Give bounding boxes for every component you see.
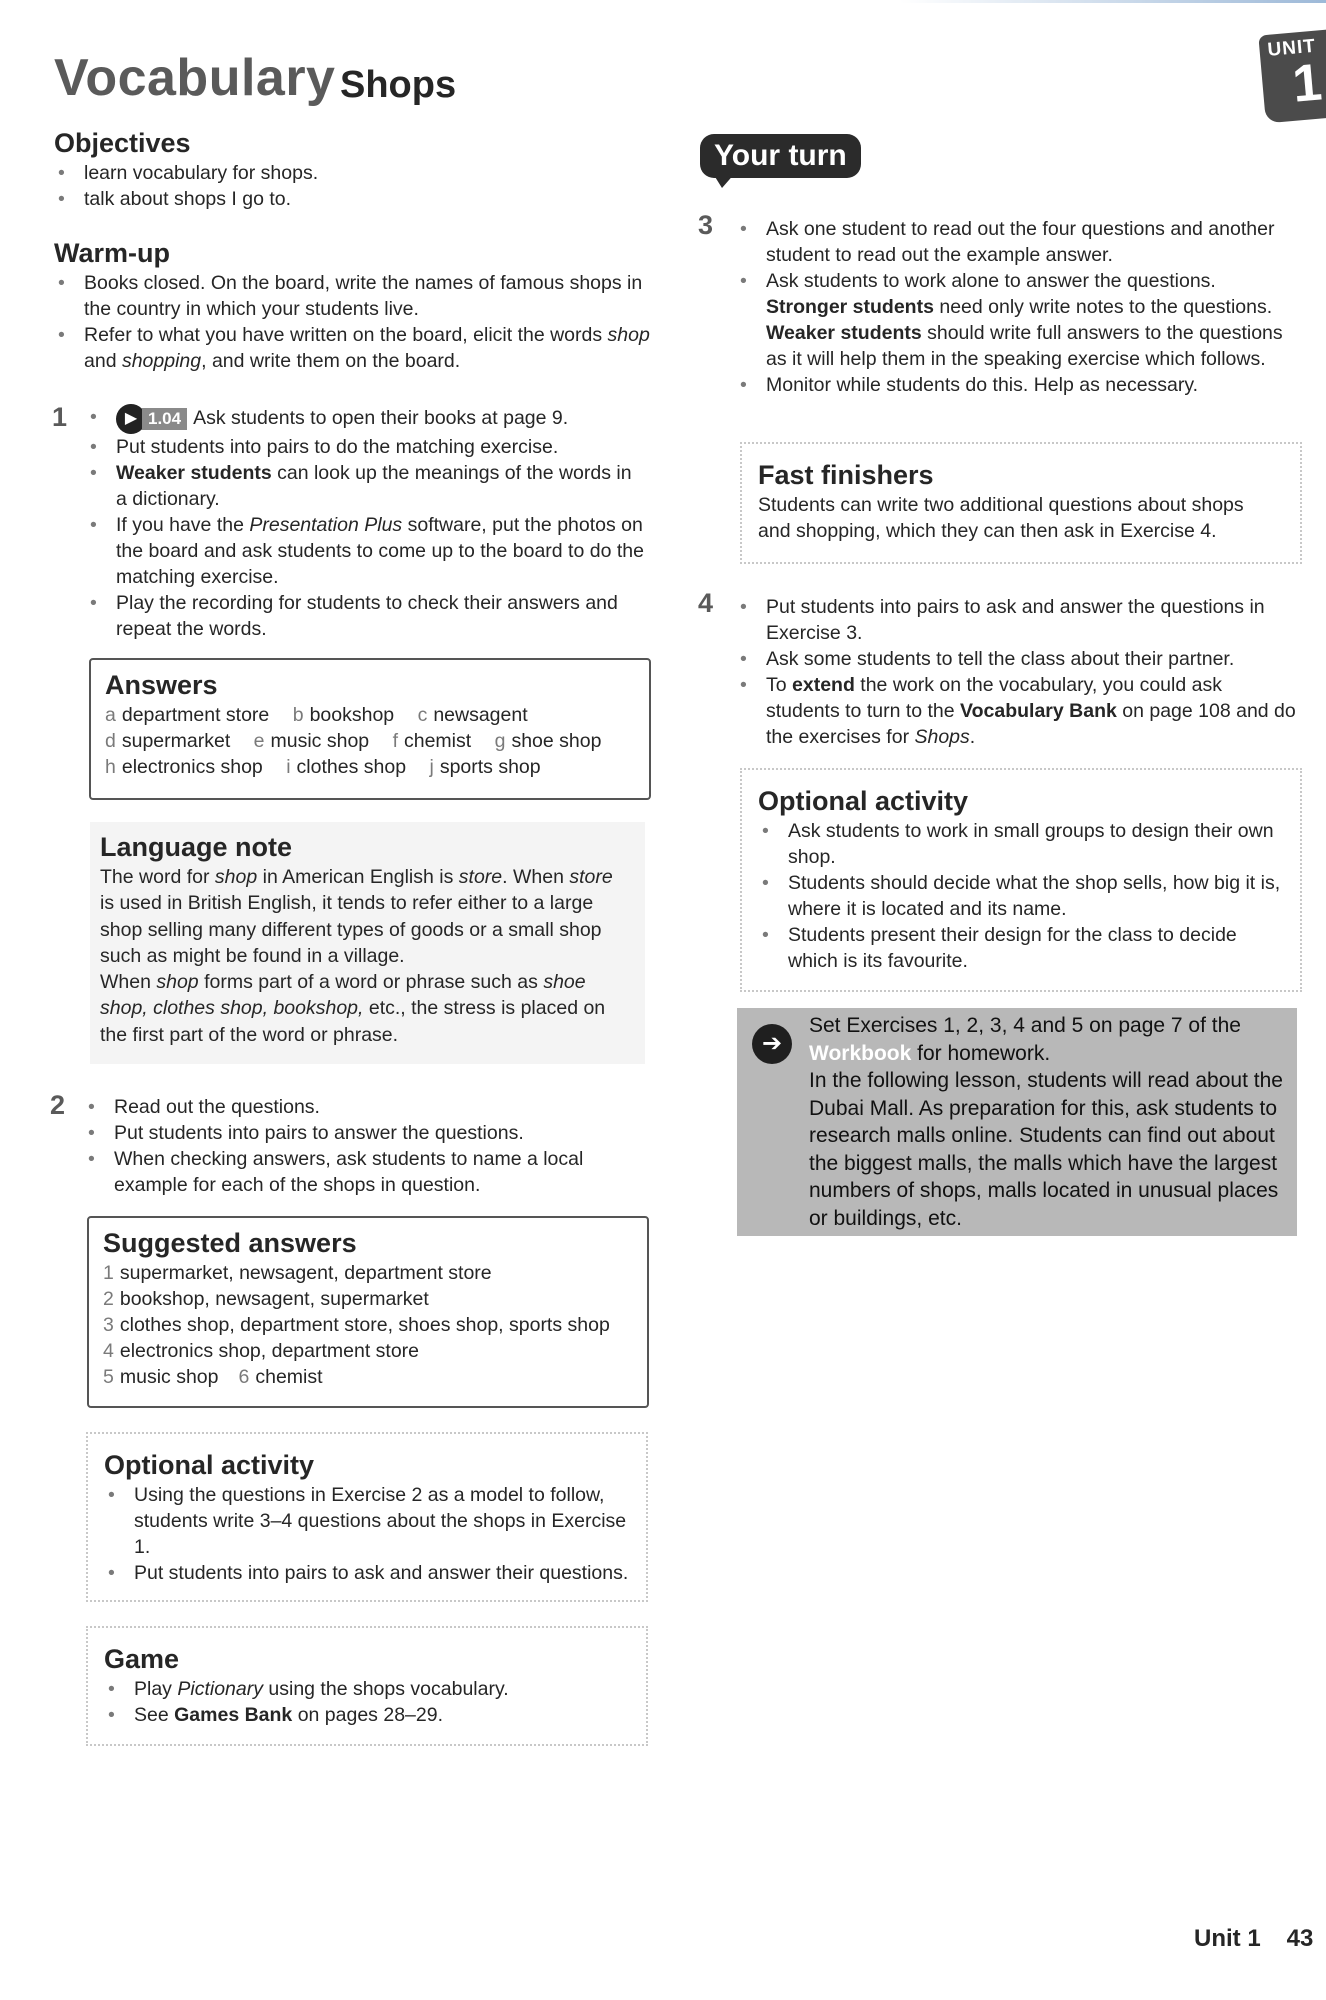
list-item: • Using the questions in Exercise 2 as a model to follow, students write 3–4 questions about the shops in Exercise 1. <box>104 1482 634 1560</box>
list-item: • Put students into pairs to ask and answer the questions in Exercise 3. <box>736 594 1301 646</box>
answer-letter: i <box>286 756 291 778</box>
answer-item <box>495 730 602 752</box>
optional-activity-heading: Optional activity <box>758 786 969 816</box>
suggested-row <box>103 1260 633 1286</box>
speaker-icon: ▶ <box>116 404 146 434</box>
text: If you have the <box>116 514 250 536</box>
list-item <box>86 460 646 512</box>
row-number: 4 <box>103 1340 114 1362</box>
text: , and write them on the board. <box>201 350 461 372</box>
homework-paragraph: In the following lesson, students will read about the Dubai Mall. As preparation for this, ask students to research malls online. Students can find out about the biggest malls, the malls which have the largest numbers of shops, malls located in unusual places or buildings, etc. <box>809 1069 1283 1230</box>
objectives-list <box>54 160 654 212</box>
text-italic: Shops <box>914 726 970 748</box>
list-item <box>54 322 654 374</box>
answers-box <box>89 658 651 800</box>
text-italic: shop <box>156 971 199 994</box>
row-text: clothes shop, department store, shoes shop, sports shop <box>119 1314 610 1336</box>
homework-text <box>809 1012 1289 1232</box>
exercise-2-list <box>84 1094 624 1198</box>
your-turn-banner-tail <box>712 172 736 188</box>
exercise-1-list <box>86 404 646 642</box>
suggested-answers-heading: Suggested answers <box>103 1228 357 1258</box>
answer-letter: b <box>292 704 304 726</box>
game-list <box>104 1676 634 1728</box>
answer-item <box>254 730 369 752</box>
text: can look up the meanings of the words in a dictionary. <box>116 462 632 510</box>
page-subtitle: Shops <box>340 64 457 106</box>
text: is used in British English, it tends to refer either to a large shop selling many different types of goods or a small shop such as might be found in a village. <box>100 892 602 967</box>
suggested-answers-box <box>87 1216 649 1408</box>
answer-letter: d <box>105 730 116 752</box>
exercise-1-section <box>86 404 646 642</box>
unit-badge-number: 1 <box>1290 53 1325 114</box>
text: . <box>969 726 976 748</box>
suggested-row <box>103 1312 633 1338</box>
warmup-heading: Warm-up <box>54 238 170 268</box>
answer-letter: c <box>417 704 428 726</box>
list-item: • When checking answers, ask students to name a local example for each of the shops in question. <box>84 1146 624 1198</box>
page-title: Vocabulary <box>54 49 336 107</box>
game-content <box>104 1642 634 1728</box>
text: The word for <box>100 866 215 888</box>
answer-item <box>429 756 540 778</box>
homework-line <box>809 1012 1289 1067</box>
answer-item <box>393 730 472 752</box>
row-text: music shop <box>119 1366 219 1388</box>
exercise-2-section <box>84 1094 624 1198</box>
language-note-heading: Language note <box>100 832 293 862</box>
list-item: • learn vocabulary for shops. <box>54 160 654 186</box>
text-italic: store <box>458 866 503 888</box>
list-item: • Read out the questions. <box>84 1094 624 1120</box>
exercise-4-list <box>736 594 1301 750</box>
text: using the shops vocabulary. <box>262 1678 509 1700</box>
objectives-heading: Objectives <box>54 128 191 158</box>
text-bold: Weaker students <box>766 322 922 344</box>
fast-finishers-box <box>740 442 1302 564</box>
list-item: • Ask one student to read out the four questions and another student to read out the example answer. <box>736 216 1301 268</box>
list-item: • Put students into pairs to ask and answer their questions. <box>104 1560 634 1586</box>
list-item: • Books closed. On the board, write the names of famous shops in the country in which your students live. <box>54 270 654 322</box>
answer-letter: g <box>494 730 506 752</box>
text-bold: Vocabulary Bank <box>960 700 1117 722</box>
text-italic: shop <box>607 324 650 346</box>
answer-letter: h <box>105 756 116 778</box>
text-bold: Weaker students <box>116 462 272 484</box>
answer-item <box>418 704 528 726</box>
suggested-row <box>103 1338 633 1364</box>
answer-text: clothes shop <box>296 756 407 778</box>
language-note-paragraph <box>100 864 630 969</box>
text: See <box>134 1704 175 1726</box>
page-number: 43 <box>1286 1925 1314 1952</box>
row-number: 3 <box>103 1314 114 1336</box>
suggested-answers-content <box>103 1226 633 1390</box>
text-italic: Pictionary <box>177 1678 263 1700</box>
audio-track[interactable] <box>116 404 187 434</box>
answer-text: music shop <box>270 730 370 752</box>
list-item: • Students present their design for the class to decide which is its favourite. <box>758 922 1288 974</box>
text: for homework. <box>911 1041 1051 1065</box>
objectives-section <box>54 126 654 212</box>
text-italic: shop <box>214 866 258 888</box>
unit-badge-label: UNIT <box>1266 35 1317 61</box>
text: Ask students to work alone to answer the questions. <box>766 270 1216 292</box>
list-item <box>736 268 1301 372</box>
answer-item <box>105 704 269 726</box>
answers-heading: Answers <box>105 670 218 700</box>
game-heading: Game <box>104 1644 180 1674</box>
answer-letter: j <box>429 756 434 778</box>
row-text: supermarket, newsagent, department store <box>119 1262 492 1284</box>
optional-activity-right-box <box>740 768 1302 992</box>
unit-badge <box>1258 29 1326 124</box>
answer-text: supermarket <box>121 730 231 752</box>
text: etc., the stress is placed on the first part of the word or phrase. <box>100 997 606 1046</box>
row-number: 6 <box>238 1366 250 1388</box>
text: need only write notes to the questions. <box>933 296 1273 318</box>
suggested-row <box>103 1364 633 1390</box>
list-item: • Ask students to work in small groups to design their own shop. <box>758 818 1288 870</box>
answer-text: newsagent <box>433 704 528 726</box>
exercise-3-number: 3 <box>698 210 714 240</box>
language-note-section <box>100 830 630 1048</box>
list-item: • Put students into pairs to answer the questions. <box>84 1120 624 1146</box>
list-item <box>86 512 646 590</box>
text-bold: extend <box>792 674 855 696</box>
answer-item <box>286 756 406 778</box>
list-item: • Students should decide what the shop sells, how big it is, where it is located and its name. <box>758 870 1288 922</box>
text: Set Exercises 1, 2, 3, 4 and 5 on page 7 of the <box>809 1014 1241 1037</box>
list-item <box>86 404 646 434</box>
footer-unit: Unit 1 <box>1194 1925 1261 1952</box>
game-box <box>86 1626 648 1746</box>
list-item: • Monitor while students do this. Help as necessary. <box>736 372 1301 398</box>
text: the work on the vocabulary, you could ask students to turn to the <box>766 674 1222 722</box>
exercise-2-number: 2 <box>50 1090 66 1120</box>
answer-text: shoe shop <box>511 730 602 752</box>
row-text: bookshop, newsagent, supermarket <box>119 1288 429 1310</box>
optional-activity-list <box>104 1482 634 1586</box>
workbook-label: Workbook <box>809 1041 912 1065</box>
text: on pages 28–29. <box>292 1704 443 1726</box>
text: should write full answers to the questions as it will help them in the speaking exercise which follows. <box>766 322 1283 370</box>
warmup-section <box>54 236 654 374</box>
answer-text: electronics shop <box>121 756 263 778</box>
text: software, put the photos on the board and ask students to come up to the board to do the matching exercise. <box>116 514 644 588</box>
exercise-4-number: 4 <box>698 588 714 618</box>
answer-text: sports shop <box>439 756 541 778</box>
list-item: • Play the recording for students to check their answers and repeat the words. <box>86 590 646 642</box>
optional-activity-left-box <box>86 1432 648 1602</box>
answer-item <box>105 730 230 752</box>
text-italic: store <box>569 866 613 888</box>
text: on page 108 and do the exercises for <box>766 700 1296 748</box>
list-item: • talk about shops I go to. <box>54 186 654 212</box>
list-item <box>104 1676 634 1702</box>
optional-activity-list <box>758 818 1288 974</box>
row-number: 5 <box>103 1366 114 1388</box>
language-note-paragraph <box>100 969 630 1048</box>
list-item: • Put students into pairs to do the matching exercise. <box>86 434 646 460</box>
track-number: 1.04 <box>142 408 187 430</box>
answers-content <box>105 668 635 780</box>
suggested-row <box>103 1286 633 1312</box>
answer-text: department store <box>121 704 270 726</box>
row-number: 2 <box>103 1288 114 1310</box>
your-turn-banner: Your turn <box>700 134 861 178</box>
optional-activity-heading: Optional activity <box>104 1450 315 1480</box>
text-bold: Games Bank <box>174 1704 293 1726</box>
answer-text: chemist <box>403 730 472 752</box>
row-number: 1 <box>103 1262 114 1284</box>
optional-activity-right-content <box>758 784 1288 974</box>
top-edge-line <box>900 0 1326 3</box>
warmup-list <box>54 270 654 374</box>
answers-row <box>105 728 635 754</box>
answer-letter: f <box>392 730 398 752</box>
exercise-3-list <box>736 216 1301 398</box>
fast-finishers-content <box>758 458 1278 544</box>
exercise-4-section <box>736 594 1301 750</box>
fast-finishers-heading: Fast finishers <box>758 460 934 490</box>
page-footer <box>1194 1924 1313 1954</box>
text: and <box>84 350 122 372</box>
list-item <box>736 672 1301 750</box>
list-item: • Ask some students to tell the class about their partner. <box>736 646 1301 672</box>
answers-row <box>105 702 635 728</box>
text: in American English is <box>257 866 459 888</box>
answer-item <box>293 704 394 726</box>
text: Play <box>134 1678 178 1700</box>
fast-finishers-text: Students can write two additional questions about shops and shopping, which they can then ask in Exercise 4. <box>758 494 1244 542</box>
arrow-right-icon: ➔ <box>752 1024 792 1064</box>
text: Refer to what you have written on the board, elicit the words <box>84 324 608 346</box>
text-bold: Stronger students <box>766 296 934 318</box>
text: When <box>100 971 157 994</box>
answer-letter: e <box>253 730 265 752</box>
text: Ask students to open their books at page 9. <box>193 407 569 430</box>
answers-row <box>105 754 635 780</box>
row-text: chemist <box>255 1366 323 1388</box>
list-item <box>104 1702 634 1728</box>
text: . When <box>502 866 570 888</box>
text-italic: shoe shop, clothes shop, bookshop, <box>100 971 586 1020</box>
exercise-1-number: 1 <box>52 402 68 432</box>
optional-activity-left-content <box>104 1448 634 1586</box>
text: forms part of a word or phrase such as <box>198 971 544 994</box>
answer-item <box>105 756 263 778</box>
text-italic: Presentation Plus <box>249 514 403 536</box>
row-text: electronics shop, department store <box>119 1340 420 1362</box>
exercise-3-section <box>736 216 1301 398</box>
answer-letter: a <box>105 704 116 726</box>
text-italic: shopping <box>121 350 202 372</box>
answer-text: bookshop <box>309 704 395 726</box>
text: To <box>766 674 793 696</box>
